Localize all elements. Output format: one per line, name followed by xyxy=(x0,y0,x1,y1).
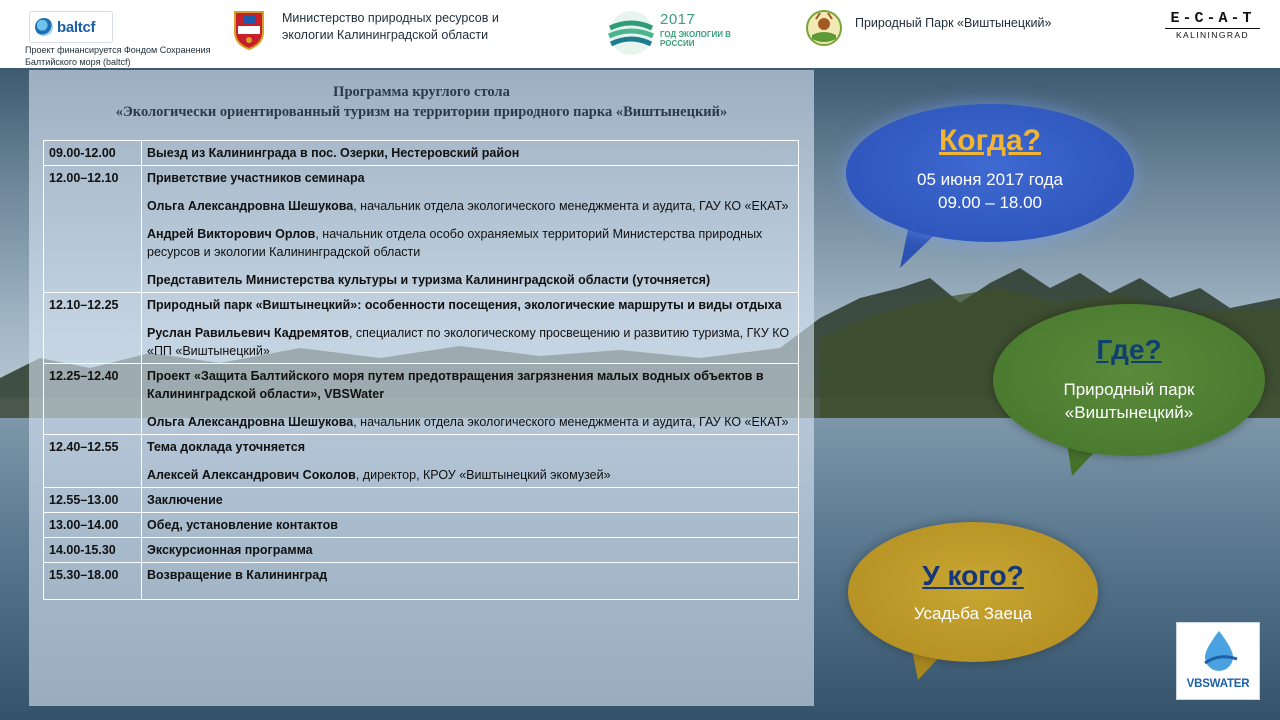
when-date: 05 июня 2017 года xyxy=(916,170,1064,189)
when-time: 09.00 – 18.00 xyxy=(938,193,1042,212)
speaker xyxy=(147,466,793,484)
when-question: Когда? xyxy=(938,124,1042,157)
row-title: Проект «Защита Балтийского моря путем предотвращения загрязнения малых водных объектов в Калининградской области», VBSWater xyxy=(147,369,764,401)
row-time: 12.25–12.40 xyxy=(44,364,142,435)
row-time: 12.55–13.00 xyxy=(44,488,142,513)
who-host: Усадьба Заеца xyxy=(913,604,1033,623)
ecat-logo-top: E-C-A-T xyxy=(1170,10,1255,27)
row-time: 12.40–12.55 xyxy=(44,435,142,488)
row-description xyxy=(142,488,799,513)
row-description xyxy=(142,538,799,563)
speaker-role: , специалист по экологическому просвещению и развитию туризма, ГКУ КО «ПП «Виштынецкий» xyxy=(147,326,790,358)
table-row xyxy=(44,538,799,563)
table-row xyxy=(44,435,799,488)
speaker-role: , начальник отдела экологического менеджмента и аудита, ГАУ КО «ЕКАТ» xyxy=(353,415,789,429)
baltcf-logo xyxy=(29,11,113,43)
eco-year-number: 2017 xyxy=(660,11,696,28)
row-time: 09.00-12.00 xyxy=(44,141,142,166)
row-title: Экскурсионная программа xyxy=(147,543,313,557)
speaker xyxy=(147,413,793,431)
program-title-line2: «Экологически ориентированный туризм на территории природного парка «Виштынецкий» xyxy=(115,104,728,120)
speaker xyxy=(147,324,793,360)
speaker xyxy=(147,225,793,261)
row-description xyxy=(142,364,799,435)
program-title-line1: Программа круглого стола xyxy=(333,84,510,100)
row-time: 14.00-15.30 xyxy=(44,538,142,563)
program-table xyxy=(43,140,799,600)
speaker xyxy=(147,197,793,215)
baltcf-logo-text: baltcf xyxy=(57,18,96,36)
program-panel xyxy=(29,70,814,706)
speaker-name: Алексей Александрович Соколов xyxy=(147,468,356,482)
speaker-name: Представитель Министерства культуры и туризма Калининградской области (уточняется) xyxy=(147,273,711,287)
vbswater-logo xyxy=(1176,622,1260,700)
baltcf-globe-icon xyxy=(35,18,53,36)
eco-year-text: ГОД ЭКОЛОГИИ В РОССИИ xyxy=(660,30,731,48)
row-time: 12.00–12.10 xyxy=(44,166,142,293)
header-bar xyxy=(0,0,1280,68)
row-title: Возвращение в Калининград xyxy=(147,568,328,582)
row-description xyxy=(142,563,799,600)
speaker-name: Руслан Равильевич Кадремятов xyxy=(147,326,349,340)
speaker-name: Андрей Викторович Орлов xyxy=(147,227,316,241)
park-name: Природный Парк «Виштынецкий» xyxy=(855,16,1052,30)
speaker-name: Ольга Александровна Шешукова xyxy=(147,415,354,429)
table-row xyxy=(44,166,799,293)
table-row xyxy=(44,293,799,364)
speaker xyxy=(147,271,793,289)
row-description xyxy=(142,293,799,364)
eco-year-logo-icon xyxy=(606,10,656,56)
row-time: 12.10–12.25 xyxy=(44,293,142,364)
where-question: Где? xyxy=(1096,334,1162,365)
who-bubble xyxy=(848,522,1098,662)
when-bubble xyxy=(846,104,1134,242)
row-time: 15.30–18.00 xyxy=(44,563,142,600)
row-time: 13.00–14.00 xyxy=(44,513,142,538)
who-question: У кого? xyxy=(922,560,1024,591)
row-description xyxy=(142,513,799,538)
row-description xyxy=(142,166,799,293)
table-row xyxy=(44,488,799,513)
row-title: Заключение xyxy=(147,493,223,507)
speaker-role: , начальник отдела экологического менеджмента и аудита, ГАУ КО «ЕКАТ» xyxy=(353,199,789,213)
row-title: Обед, установление контактов xyxy=(147,518,338,532)
vbswater-logo-text: VBSWATER xyxy=(1186,678,1250,690)
row-title: Природный парк «Виштынецкий»: особенности посещения, экологические маршруты и виды отдыха xyxy=(147,298,782,312)
kaliningrad-coat-of-arms-icon xyxy=(232,8,266,50)
water-drop-icon xyxy=(1199,629,1239,673)
row-title: Выезд из Калининграда в пос. Озерки, Нестеровский район xyxy=(147,146,520,160)
table-row xyxy=(44,141,799,166)
ministry-name: Министерство природных ресурсов и экологии Калининградской области xyxy=(282,11,499,42)
row-title: Тема доклада уточняется xyxy=(147,440,306,454)
row-title: Приветствие участников семинара xyxy=(147,171,365,185)
ecat-logo-bottom: KALININGRAD xyxy=(1165,28,1260,40)
table-row xyxy=(44,563,799,600)
park-logo-icon xyxy=(806,9,842,47)
table-row xyxy=(44,513,799,538)
speaker-name: Ольга Александровна Шешукова xyxy=(147,199,354,213)
where-place-line2: «Виштынецкий» xyxy=(1064,403,1194,422)
ecat-logo xyxy=(1165,10,1260,42)
speaker-role: , директор, КРОУ «Виштынецкий экомузей» xyxy=(355,468,611,482)
where-place-line1: Природный парк xyxy=(1063,380,1195,399)
table-row xyxy=(44,364,799,435)
program-title xyxy=(29,82,814,122)
where-bubble xyxy=(993,304,1265,456)
funded-by-text: Проект финансируется Фондом Сохранения Балтийского моря (baltcf) xyxy=(25,45,211,67)
row-description xyxy=(142,141,799,166)
speaker-role: , начальник отдела особо охраняемых территорий Министерства природных ресурсов и экологии Калининградской области xyxy=(147,227,763,259)
row-description xyxy=(142,435,799,488)
